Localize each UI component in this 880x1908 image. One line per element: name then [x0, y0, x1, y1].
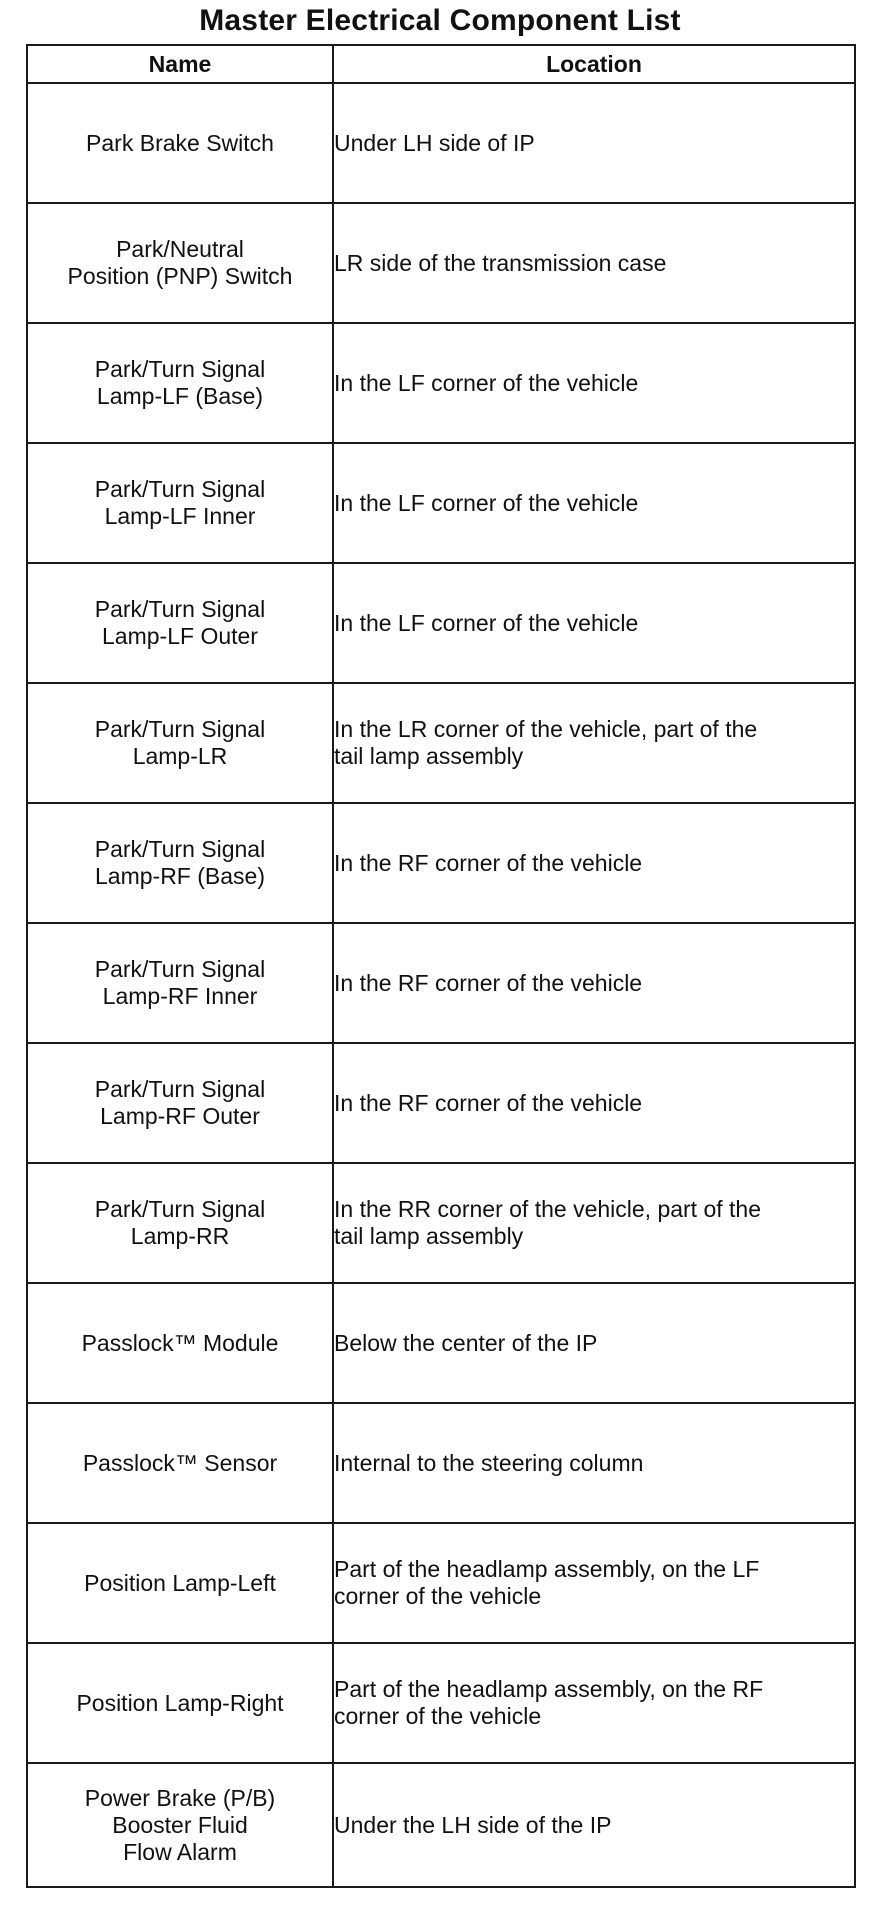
- component-name: Park/Turn Signal Lamp-LR: [27, 683, 333, 803]
- table-row: [27, 1643, 855, 1763]
- component-name: Park/Turn Signal Lamp-RR: [27, 1163, 333, 1283]
- table-row: [27, 1523, 855, 1643]
- component-name: Power Brake (P/B) Booster Fluid Flow Alarm: [27, 1763, 333, 1887]
- table-row: [27, 1043, 855, 1163]
- component-location: In the RF corner of the vehicle: [333, 803, 855, 923]
- component-name: Park/Turn Signal Lamp-LF Inner: [27, 443, 333, 563]
- component-location: Part of the headlamp assembly, on the RF corner of the vehicle: [333, 1643, 855, 1763]
- table-row: [27, 1403, 855, 1523]
- component-name: Park/Turn Signal Lamp-RF Inner: [27, 923, 333, 1043]
- component-name: Park Brake Switch: [27, 83, 333, 203]
- table-row: [27, 803, 855, 923]
- column-header-location: Location: [333, 45, 855, 83]
- component-name: Passlock™ Module: [27, 1283, 333, 1403]
- component-location: Part of the headlamp assembly, on the LF corner of the vehicle: [333, 1523, 855, 1643]
- table-row: [27, 563, 855, 683]
- component-location: In the LF corner of the vehicle: [333, 443, 855, 563]
- page-title: Master Electrical Component List: [199, 4, 681, 37]
- component-name: Park/Turn Signal Lamp-RF (Base): [27, 803, 333, 923]
- component-name: Position Lamp-Right: [27, 1643, 333, 1763]
- table-row: [27, 923, 855, 1043]
- table-row: [27, 83, 855, 203]
- table-row: [27, 1763, 855, 1887]
- component-name: Passlock™ Sensor: [27, 1403, 333, 1523]
- component-name: Park/Turn Signal Lamp-RF Outer: [27, 1043, 333, 1163]
- component-location: In the RF corner of the vehicle: [333, 1043, 855, 1163]
- component-name: Park/Turn Signal Lamp-LF Outer: [27, 563, 333, 683]
- table-row: [27, 683, 855, 803]
- component-table: [26, 44, 856, 1888]
- component-location: Below the center of the IP: [333, 1283, 855, 1403]
- component-location: Internal to the steering column: [333, 1403, 855, 1523]
- component-location: In the RR corner of the vehicle, part of the tail lamp assembly: [333, 1163, 855, 1283]
- component-name: Park/Neutral Position (PNP) Switch: [27, 203, 333, 323]
- table-header-row: [27, 45, 855, 83]
- table-row: [27, 323, 855, 443]
- component-location: In the LF corner of the vehicle: [333, 563, 855, 683]
- component-location: Under LH side of IP: [333, 83, 855, 203]
- component-location: In the LR corner of the vehicle, part of the tail lamp assembly: [333, 683, 855, 803]
- component-location: In the RF corner of the vehicle: [333, 923, 855, 1043]
- table-row: [27, 443, 855, 563]
- component-name: Position Lamp-Left: [27, 1523, 333, 1643]
- component-location: In the LF corner of the vehicle: [333, 323, 855, 443]
- component-location: LR side of the transmission case: [333, 203, 855, 323]
- column-header-name: Name: [27, 45, 333, 83]
- component-name: Park/Turn Signal Lamp-LF (Base): [27, 323, 333, 443]
- component-location: Under the LH side of the IP: [333, 1763, 855, 1887]
- table-row: [27, 1163, 855, 1283]
- table-row: [27, 1283, 855, 1403]
- table-row: [27, 203, 855, 323]
